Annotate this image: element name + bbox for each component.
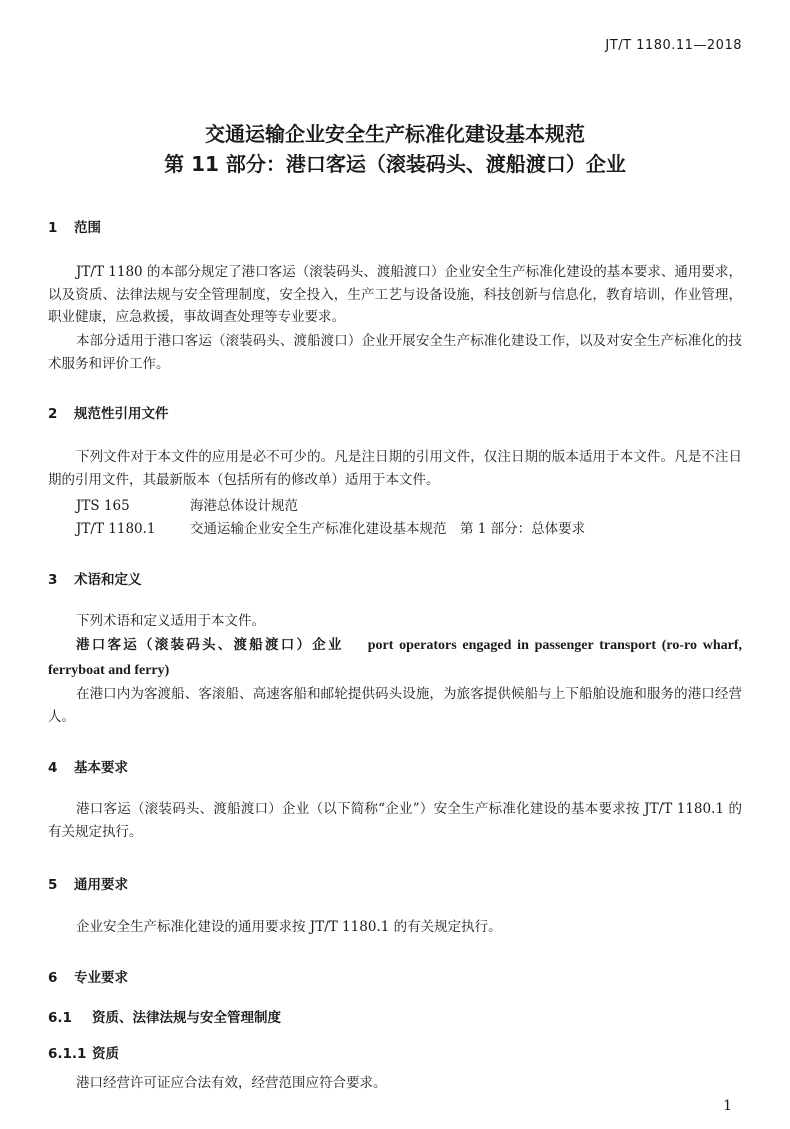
section-number: 6: [48, 970, 58, 986]
section-number: 6.1: [48, 1010, 72, 1026]
document-title-line1: 交通运输企业安全生产标准化建设基本规范: [205, 122, 585, 146]
section-number: 3: [48, 572, 58, 588]
section-title: 资质、法律法规与安全管理制度: [92, 1010, 281, 1026]
section-number: 1: [48, 220, 58, 236]
section-2-paragraph-1: 下列文件对于本文件的应用是必不可少的。凡是注日期的引用文件，仅注日期的版本适用于本文件。凡是不注日期的引用文件，其最新版本（包括所有的修改单）适用于本文件。: [48, 449, 742, 488]
reference-row: [76, 518, 585, 540]
section-title: 规范性引用文件: [74, 406, 169, 422]
section-1-paragraph-2: 本部分适用于港口客运（滚装码头、渡船渡口）企业开展安全生产标准化建设工作，以及对安全生产标准化的技术服务和评价工作。: [48, 333, 742, 372]
subsection-6-1-1-heading: [48, 1042, 119, 1062]
section-5-paragraph-1: 企业安全生产标准化建设的通用要求按 JT/T 1180.1 的有关规定执行。: [76, 919, 502, 935]
section-2-heading: [48, 402, 169, 422]
term-chinese: 港口客运（滚装码头、渡船渡口）企业: [76, 637, 344, 653]
section-4-heading: [48, 756, 128, 776]
section-3-paragraph-1: 下列术语和定义适用于本文件。: [76, 613, 265, 629]
document-title-line2: 第 11 部分：港口客运（滚装码头、渡船渡口）企业: [164, 152, 626, 176]
section-title: 基本要求: [74, 760, 128, 776]
subsection-6-1-1-paragraph-1: 港口经营许可证应合法有效，经营范围应符合要求。: [76, 1075, 387, 1091]
term-definition: 在港口内为客渡船、客滚船、高速客船和邮轮提供码头设施，为旅客提供候船与上下船舶设施和服务的港口经营人。: [48, 686, 742, 725]
section-3-heading: [48, 568, 142, 588]
term-entry: [48, 633, 742, 683]
section-number: 2: [48, 406, 58, 422]
section-title: 范围: [74, 220, 101, 236]
section-4-paragraph-1: 港口客运（滚装码头、渡船渡口）企业（以下简称“企业”）安全生产标准化建设的基本要求按 JT/T 1180.1 的有关规定执行。: [48, 801, 742, 840]
section-5-heading: [48, 873, 128, 893]
section-title: 通用要求: [74, 877, 128, 893]
reference-title: 交通运输企业安全生产标准化建设基本规范 第 1 部分：总体要求: [190, 521, 586, 537]
section-6-heading: [48, 966, 128, 986]
subsection-6-1-heading: [48, 1006, 281, 1026]
reference-code: JT/T 1180.1: [76, 521, 156, 537]
section-number: 6.1.1: [48, 1046, 87, 1062]
section-1-heading: [48, 216, 101, 236]
reference-row: [76, 495, 298, 517]
section-number: 4: [48, 760, 58, 776]
section-title: 术语和定义: [74, 572, 142, 588]
section-number: 5: [48, 877, 58, 893]
section-title: 资质: [92, 1046, 119, 1062]
reference-title: 海港总体设计规范: [190, 498, 298, 514]
section-1-paragraph-1: JT/T 1180 的本部分规定了港口客运（滚装码头、渡船渡口）企业安全生产标准化建设的基本要求、通用要求，以及资质、法律法规与安全管理制度，安全投入，生产工艺与设备设施，科技创新与信息化，教育培训，作业管理，职业健康，应急救援，事故调查处理等专业要求。: [48, 264, 742, 325]
page-number: 1: [723, 1098, 732, 1114]
section-title: 专业要求: [74, 970, 128, 986]
term-english: port operators engaged in passenger transport (ro-ro wharf, ferryboat and ferry): [48, 638, 742, 678]
standard-code: JT/T 1180.11—2018: [605, 38, 742, 53]
reference-code: JTS 165: [76, 498, 130, 514]
